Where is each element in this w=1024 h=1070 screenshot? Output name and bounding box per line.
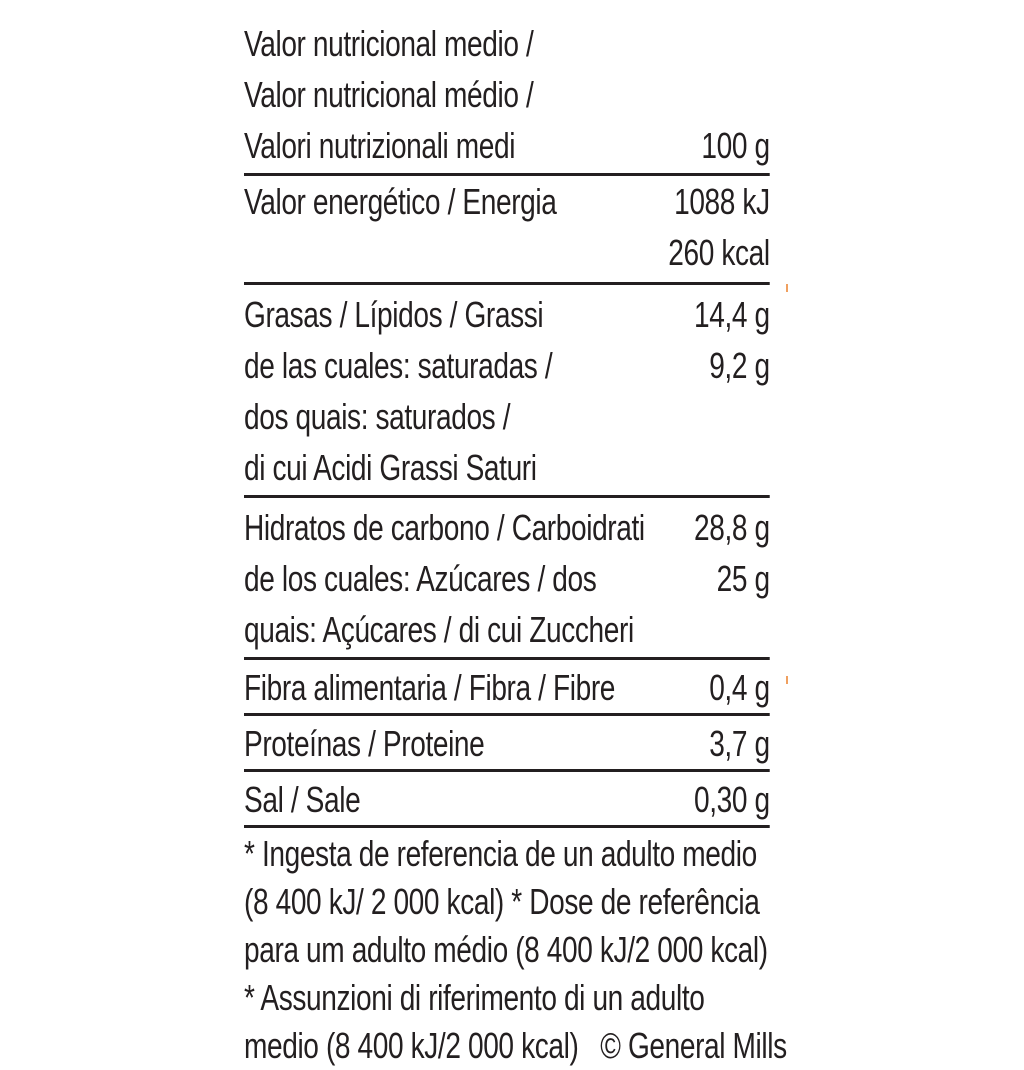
fat-section <box>244 285 770 498</box>
sugars-value: 25 g <box>716 558 770 599</box>
salt-value: 0,30 g <box>693 779 770 820</box>
header-row <box>244 18 770 176</box>
fibre-row <box>244 660 770 716</box>
carbs-label: Hidratos de carbono / Carboidrati <box>244 507 645 548</box>
protein-label: Proteínas / Proteine <box>244 723 485 764</box>
saturates-row <box>244 340 770 493</box>
carbs-value: 28,8 g <box>693 507 770 548</box>
nutrition-table <box>244 18 787 1070</box>
footnote-line: para um adulto médio (8 400 kJ/2 000 kcal) <box>244 929 768 970</box>
energy-label: Valor energético / Energia <box>244 181 557 222</box>
footnote-line: (8 400 kJ/ 2 000 kcal) * Dose de referência <box>244 881 760 922</box>
energy-kj: 1088 kJ <box>674 181 770 222</box>
fat-value: 14,4 g <box>693 294 770 335</box>
header-label-line: Valor nutricional médio / <box>244 74 534 115</box>
carbs-section <box>244 498 770 660</box>
energy-value <box>668 176 769 278</box>
fat-row <box>244 289 770 340</box>
footnote-last-line <box>244 1022 787 1070</box>
fibre-value: 0,4 g <box>709 667 770 708</box>
saturates-value: 9,2 g <box>709 345 770 386</box>
carbs-row <box>244 502 770 553</box>
copyright-text: © General Mills <box>600 1025 787 1066</box>
header-label-line: Valori nutrizionali medi <box>244 125 516 166</box>
salt-label: Sal / Sale <box>244 779 361 820</box>
sugars-label: de los cuales: Azúcares / dos quais: Açúcares / di cui Zuccheri <box>244 558 634 650</box>
energy-kcal: 260 kcal <box>668 232 770 273</box>
protein-row <box>244 716 770 772</box>
footnote-line: medio (8 400 kJ/2 000 kcal) <box>244 1025 579 1066</box>
footnote-line: * Ingesta de referencia de un adulto medio <box>244 833 757 874</box>
protein-value: 3,7 g <box>709 723 770 764</box>
print-mark <box>786 676 788 684</box>
saturates-label: de las cuales: saturadas / dos quais: saturados / di cui Acidi Grassi Saturi <box>244 345 553 488</box>
footnote-line: * Assunzioni di riferimento di un adulto <box>244 977 705 1018</box>
header-label-line: Valor nutricional medio / <box>244 23 534 64</box>
fat-label: Grasas / Lípidos / Grassi <box>244 294 544 335</box>
print-mark <box>786 284 788 292</box>
footnote <box>244 828 787 1070</box>
header-value: 100 g <box>701 125 770 166</box>
sugars-row <box>244 553 770 655</box>
fibre-label: Fibra alimentaria / Fibra / Fibre <box>244 667 616 708</box>
header-label <box>244 18 533 171</box>
salt-row <box>244 772 770 828</box>
energy-row <box>244 176 770 285</box>
